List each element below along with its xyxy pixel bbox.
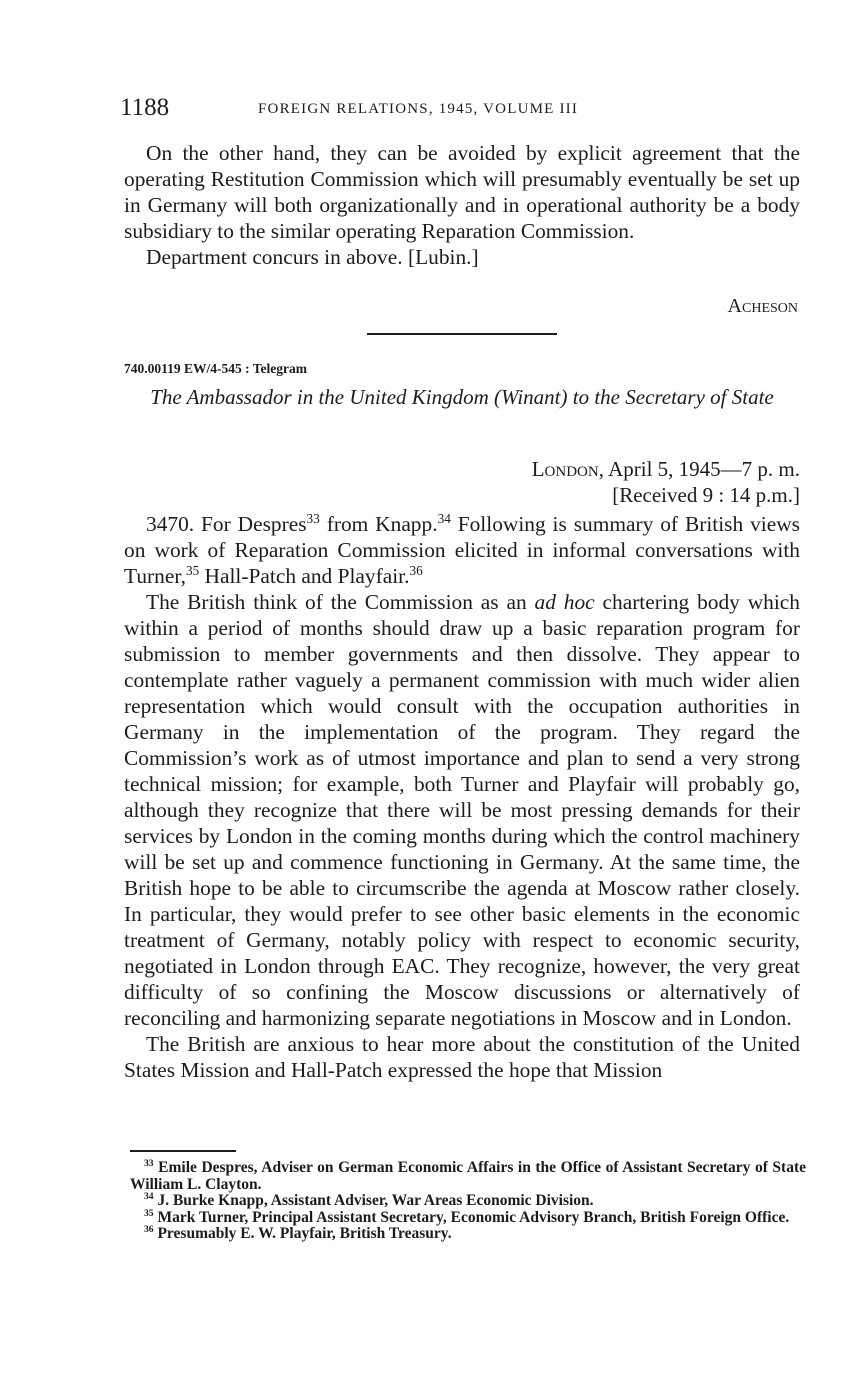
telegram-body bbox=[124, 511, 800, 1083]
page-header bbox=[120, 94, 800, 124]
telegram-paragraph-2: The British think of the Commission as an ad hoc chartering body which within a period of months should draw up a basic reparation program for submission to member governments and then dissolve. They appear to contemplate rather vaguely a permanent commission with much wider alien representation which would consult with the occupation authorities in Germany in the implementation of the program. They regard the Commission’s work as of utmost importance and plan to send a very strong technical mission; for example, both Turner and Playfair will probably go, although they recognize that there will be most pressing demands for their services by London in the coming months during which the control machinery will be set up and commence functioning in Germany. At the same time, the British hope to be able to circumscribe the agenda at Moscow rather closely. In particular, they would prefer to see other basic elements in the economic treatment of Germany, notably policy with respect to economic security, negotiated in London through EAC. They recognize, however, the very great difficulty of so confining the Moscow discussions or alternatively of reconciling and harmonizing separate negotiations in Moscow and in London. bbox=[124, 590, 800, 1030]
footnotes bbox=[130, 1157, 807, 1243]
footnote-35: $^{35}$ Mark Turner, Principal Assistant Secretary, Economic Advisory Branch, British Foreign Office. bbox=[144, 1207, 790, 1226]
running-head: FOREIGN RELATIONS, 1945, VOLUME III bbox=[258, 101, 579, 117]
dateline-date: , April 5, 1945—7 p. m. bbox=[598, 457, 800, 481]
dateline-city: London bbox=[531, 457, 599, 481]
footnote-34: $^{34}$ J. Burke Knapp, Assistant Adviser, War Areas Economic Division. bbox=[144, 1190, 594, 1209]
section-divider bbox=[367, 333, 557, 335]
document-title: The Ambassador in the United Kingdom (Winant) to the Secretary of State bbox=[150, 385, 774, 409]
concurrence-line: Department concurs in above. [Lubin.] bbox=[146, 245, 479, 269]
signature: Acheson bbox=[727, 295, 798, 317]
continuation-paragraph: On the other hand, they can be avoided by explicit agreement that the operating Restitution Commission which will presumably eventually be set up in Germany will both organizationally and in operational authority be a body subsidiary to the similar operating Reparation Commission. bbox=[124, 141, 800, 243]
received-line: [Received 9 : 14 p.m.] bbox=[612, 483, 800, 507]
footnote-ref-35: 35 bbox=[185, 562, 200, 578]
footnote-ref-33: 33 bbox=[306, 510, 320, 526]
continuation-text bbox=[124, 140, 800, 270]
telegram-paragraph-3: The British are anxious to hear more about the constitution of the United States Mission and Hall-Patch expressed the hope that Mission bbox=[124, 1032, 800, 1082]
footnote-divider bbox=[130, 1150, 236, 1152]
file-reference: 740.00119 EW/4-545 : Telegram bbox=[124, 361, 307, 376]
footnote-33: $^{33}$ Emile Despres, Adviser on German Economic Affairs in the Office of Assistant Secretary of State William L. Clayton. bbox=[130, 1157, 807, 1193]
footnote-ref-34: 34 bbox=[437, 510, 451, 526]
page-number: 1188 bbox=[120, 94, 170, 121]
footnote-ref-36: 36 bbox=[409, 562, 423, 578]
footnote-36: $^{36}$ Presumably E. W. Playfair, British Treasury. bbox=[144, 1223, 452, 1242]
telegram-paragraph-1: 3470. For Despres$^{33}$ from Knapp.$^{34}$ Following is summary of British views on work of Reparation Commission elicited in informal conversations with Turner,$^{35}$ Hall-Patch and Playfair.$^{36}$ bbox=[124, 510, 800, 588]
dateline bbox=[532, 456, 800, 508]
latin-phrase: ad hoc bbox=[534, 590, 595, 614]
